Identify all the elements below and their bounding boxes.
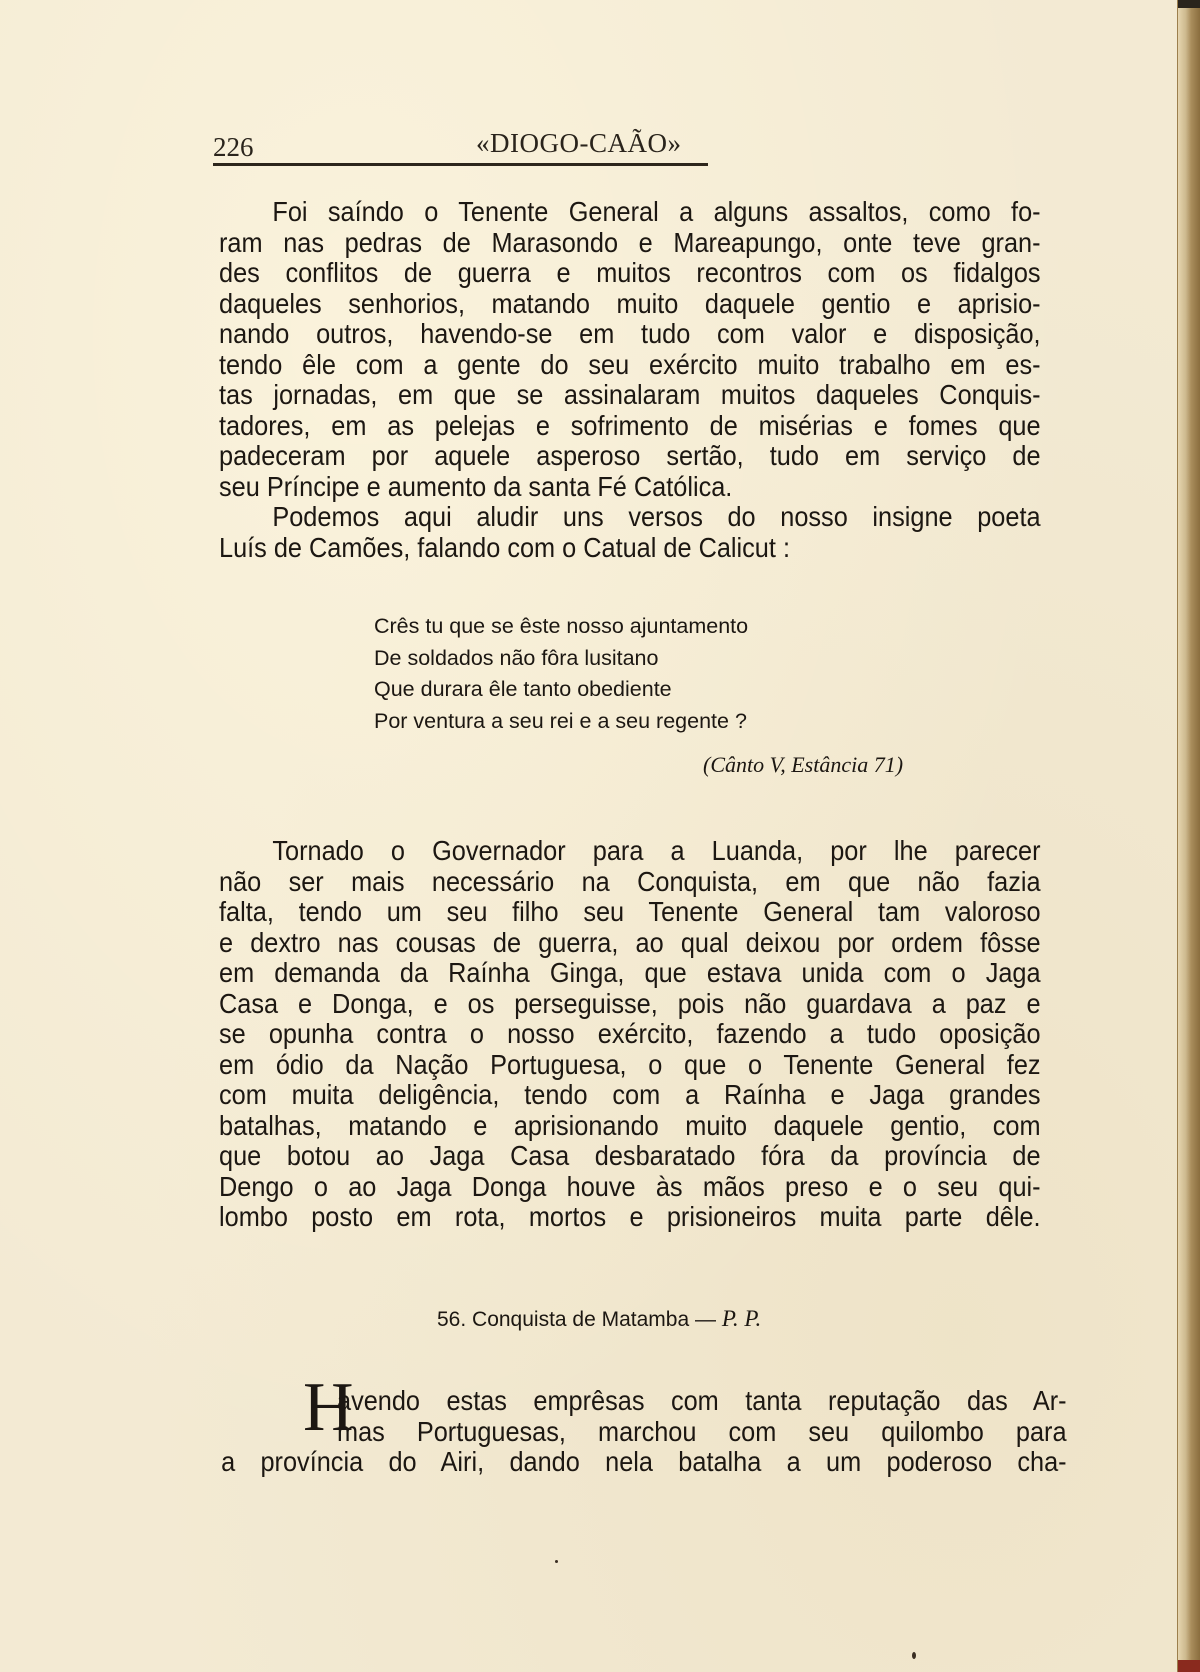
verse-quote (374, 611, 748, 737)
drop-cap: H (303, 1369, 354, 1446)
text-line: ram nas pedras de Marasondo e Mareapungo, onte teve gran- (219, 226, 1041, 258)
paragraph-2 (219, 502, 1041, 563)
text-line: Foi saíndo o Tenente General a alguns assaltos, como fo- (272, 196, 1041, 227)
section-heading (437, 1306, 761, 1332)
verse-line: Por ventura a seu rei e a seu regente ? (374, 708, 747, 733)
text-line: tendo êle com a gente do seu exército muito trabalho em es- (219, 348, 1041, 380)
running-title: «DIOGO-CAÃO» (476, 128, 682, 158)
text-line: tadores, em as pelejas e sofrimento de misérias e fomes que (219, 409, 1041, 441)
verse-citation: (Cânto V, Estância 71) (703, 752, 904, 777)
text-line: nando outros, havendo-se em tudo com valor e disposição, (219, 318, 1041, 349)
text-line: mas Portuguesas, marchou com seu quilombo para (337, 1415, 1067, 1447)
verse-line: De soldados não fôra lusitano (374, 645, 659, 670)
text-line: Podemos aqui aludir uns versos do nosso insigne poeta (272, 501, 1041, 532)
text-line: em demanda da Raínha Ginga, que estava unida com o Jaga (219, 957, 1041, 988)
binding-edge (1178, 1660, 1200, 1672)
page-number: 226 (213, 132, 254, 162)
text-line: Tornado o Governador para a Luanda, por lhe parecer (272, 835, 1041, 866)
section-author: P. P. (721, 1306, 762, 1331)
text-line: que botou ao Jaga Casa desbaratado fóra da província de (219, 1140, 1041, 1171)
text-line: se opunha contra o nosso exército, fazendo a tudo oposição (219, 1018, 1041, 1049)
text-line: a província do Airi, dando nela batalha a um poderoso cha- (221, 1446, 1067, 1477)
text-line: daqueles senhorios, matando muito daquele gentio e aprisio- (219, 287, 1041, 319)
text-line: tas jornadas, em que se assinalaram muitos daqueles Conquis- (219, 379, 1041, 410)
paragraph-1 (219, 197, 1041, 502)
text-line: lombo posto em rota, mortos e prisioneiros muita parte dêle. (219, 1201, 1041, 1232)
paper-speck (912, 1652, 916, 1659)
paragraph-3 (219, 836, 1041, 1233)
verse-line: Que durara êle tanto obediente (374, 677, 672, 701)
text-line: e dextro nas cousas de guerra, ao qual deixou por ordem fôsse (219, 926, 1041, 958)
text-line: com muita deligência, tendo com a Raínha e Jaga grandes (219, 1079, 1041, 1110)
text-line: seu Príncipe e aumento da santa Fé Católica. (219, 470, 733, 502)
section-title: 56. Conquista de Matamba — (437, 1308, 716, 1331)
text-line: batalhas, matando e aprisionando muito daquele gentio, com (219, 1109, 1041, 1141)
text-line: padeceram por aquele asperoso sertão, tudo em serviço de (219, 440, 1041, 471)
verse-line: Crês tu que se êste nosso ajuntamento (374, 614, 749, 638)
text-line: falta, tendo um seu filho seu Tenente General tam valoroso (219, 896, 1041, 927)
text-line: em ódio da Nação Portuguesa, o que o Tenente General fez (219, 1048, 1041, 1080)
text-line: Dengo o ao Jaga Donga houve às mãos preso e o seu qui- (219, 1170, 1041, 1202)
paragraph-4 (221, 1385, 1067, 1478)
header-rule (213, 163, 708, 166)
text-line: des conflitos de guerra e muitos recontros com os fidalgos (219, 257, 1041, 288)
text-line: Luís de Camões, falando com o Catual de Calicut : (219, 531, 790, 563)
paper-speck (555, 1560, 558, 1563)
binding-shadow (1178, 0, 1200, 8)
text-line: avendo estas emprêsas com tanta reputação das Ar- (337, 1385, 1067, 1416)
text-line: Casa e Donga, e os perseguisse, pois não guardava a paz e (219, 987, 1041, 1019)
running-head (213, 128, 710, 164)
text-line: não ser mais necessário na Conquista, em que não fazia (219, 865, 1041, 897)
book-binding (1177, 0, 1200, 1672)
